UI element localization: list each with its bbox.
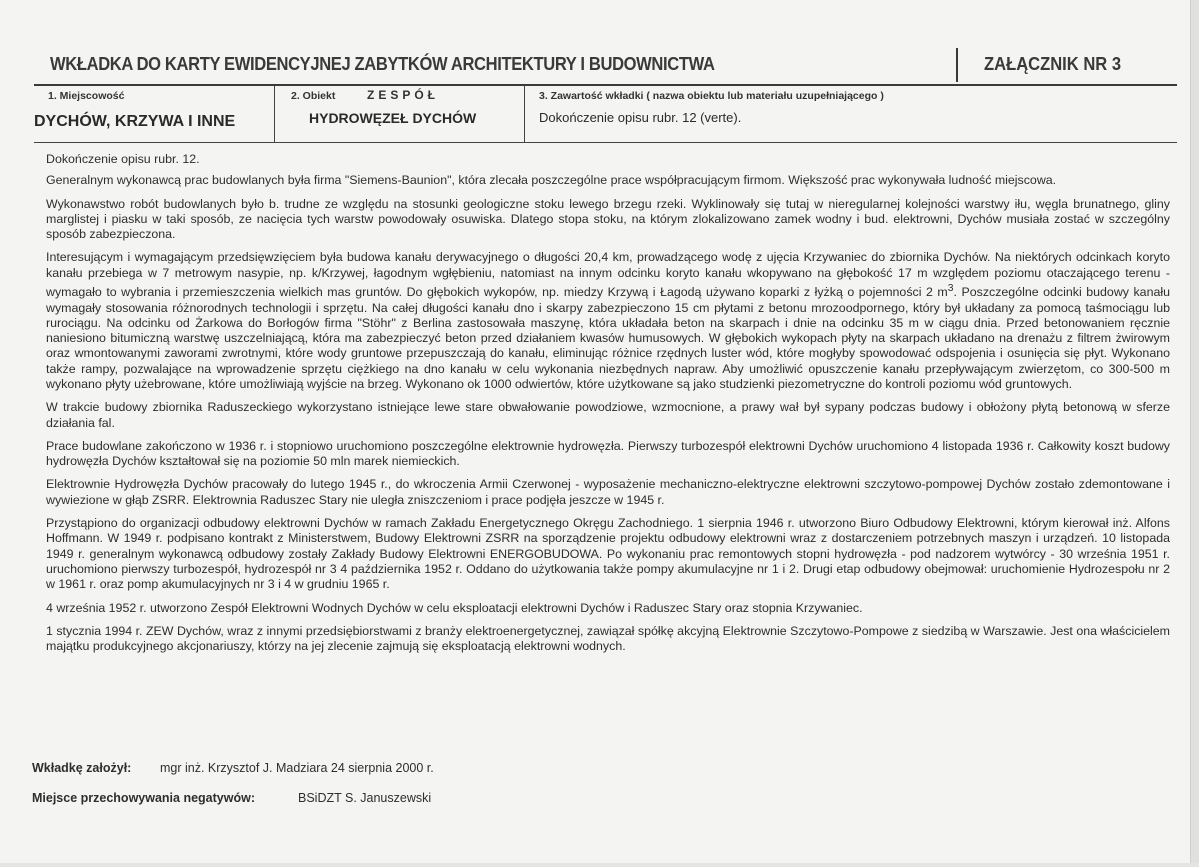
object-type: ZESPÓŁ	[367, 88, 440, 102]
created-value: mgr inż. Krzysztof J. Madziara 24 sierpnia 2000 r.	[160, 761, 434, 775]
location-label: 1. Miejscowość	[48, 90, 125, 102]
paragraph: Wykonawstwo robót budowlanych było b. trudne ze względu na stosunki geologiczne stoku lewego brzegu rzeki. Wyklinowały się tutaj w nieregularnej kolejności warstwy iłu, węgla brunatnego, gliny marglistej i piasku w taki sposób, ze nacięcia tych warstw powodowały osuwiska. Dlatego stopa stoku, na którym zlokalizowano zamek wodny i bud. elektrowni, Dychów musiała zostać w szczególny sposób zabezpieczona.	[46, 196, 1170, 242]
paragraph-text: . Poszczególne odcinki budowy kanału wymagały stosowania różnorodnych technologii i sprzętu. Na całej długości kanału dno i skarpy zabezpieczono 15 cm płytami z betonu mrozoodpornego, który był układany za pomocą taśmociągu lub rurociągu. Na odcinku od Żarkowa do Borłogów firma "Stöhr" z Berlina zastosowała maszynę, która układała beton na skarpach i dnie na odcinku 35 m w ciągu dnia. Przed betonowaniem ręcznie naniesiono bitumiczną warstwę uszczelniającą, która ma zabezpieczyć beton przed działaniem kwasów humusowych. W głębokich wykopach płyty na skarpach układano na drenażu z filtrem żwirowym oraz wmontowanymi zaworami zwrotnymi, które wody gruntowe przepuszczają do kanału, eliminując różnice rzędnych luster wód, które mogłyby spowodować odspojenia i osunięcia się płyt. Wykonano także rampy, pozwalające na wprowadzenie sprzętu ciężkiego na dno kanału w celu wykonania niezbędnych napraw. Aby umożliwić opuszczenie kanału przepływającym zwierzętom, co 300-500 m wykonano płyty użebrowane, które umożliwiają wyjście na brzeg. Wykonano ok 1000 odwiertów, które użytkowane są jako studzienki piezometryczne do kontroli poziomu wód gruntowych.	[46, 285, 1171, 391]
paragraph-text: Interesującym i wymagającym przedsięwzięciem była budowa kanału derywacyjnego o długości 20,4 km, prowadzącego wodę z ujęcia Krzywaniec do zbiornika Dychów. Na niektórych odcinkach koryto kanału przebiega w 7 metrowym nasypie, np. k/Krzywej, łagodnym wgłębieniu, natomiast na innym odcinku koryto kanału wkopywano na głębokość 17 m względem poziomu otaczającego terenu - wymagało to wybrania i przemieszczenia wielkich mas gruntów. Do głębokich wykopów, np. miedzy Krzywą i Łagodą używano koparki z łyżką o pojemności 2 m	[46, 250, 1170, 300]
paragraph: Generalnym wykonawcą prac budowlanych była firma "Siemens-Baunion", która zlecała poszczególne prace współpracującym firmom. Większość prac wykonywała ludność miejscowa.	[46, 173, 1057, 188]
object-value: HYDROWĘZEŁ DYCHÓW	[309, 110, 477, 126]
created-by-line	[32, 761, 434, 775]
storage-label: Miejsce przechowywania negatywów:	[32, 791, 255, 805]
object-label: 2. Obiekt	[291, 90, 336, 102]
body-heading: Dokończenie opisu rubr. 12.	[46, 152, 200, 166]
paragraph	[46, 250, 1170, 392]
content-cell	[524, 86, 1178, 142]
annex-number: ZAŁĄCZNIK NR 3	[984, 54, 1122, 74]
storage-line	[32, 791, 432, 805]
paragraph: Elektrownie Hydrowęzła Dychów pracowały do lutego 1945 r., do wkroczenia Armii Czerwonej - wyposażenie mechaniczno-elektryczne elektrowni szczytowo-pompowej Dychów zostało zdemontowane i wywiezione w głąb ZSRR. Elektrownia Raduszec Stary nie uległa zniszczeniom i prace podjęła jeszcze w 1945 r.	[46, 477, 1170, 507]
page-edge	[1190, 0, 1199, 867]
page-edge-bottom	[0, 863, 1199, 867]
paragraph: W trakcie budowy zbiornika Raduszeckiego wykorzystano istniejące lewe stare obwałowanie powodziowe, wzmocnione, a prawy wał był sypany podczas budowy i obłożony płytą betonową w sferze działania fal.	[46, 400, 1170, 430]
paragraph: Prace budowlane zakończono w 1936 r. i stopniowo uruchomiono poszczególne elektrownie hydrowęzła. Pierwszy turbozespół elektrowni Dychów uruchomiono 4 listopada 1936 r. Całkowity koszt budowy hydrowęzła Dychów kształtował się na poziomie 50 mln marek niemieckich.	[46, 438, 1170, 469]
card-title: WKŁADKA DO KARTY EWIDENCYJNEJ ZABYTKÓW ARCHITEKTURY I BUDOWNICTWA	[50, 54, 715, 74]
superscript: 3	[947, 283, 954, 295]
card-header	[34, 44, 1177, 86]
paragraph: 1 stycznia 1994 r. ZEW Dychów, wraz z innymi przedsiębiorstwami z branży elektroenergetycznej, zawiązał spółkę akcyjną Elektrownie Szczytowo-Pompowe z siedzibą w Warszawie. Jest ona właścicielem majątku produkcyjnego akcjonariuszy, którzy na jej zlecenie zajmują się eksploatacją elektrowni wodnych.	[46, 623, 1170, 654]
description-body	[46, 152, 1170, 662]
content-label: 3. Zawartość wkładki ( nazwa obiektu lub materiału uzupełniającego )	[539, 90, 884, 102]
paragraph: Przystąpiono do organizacji odbudowy elektrowni Dychów w ramach Zakładu Energetycznego Okręgu Zachodniego. 1 sierpnia 1946 r. utworzono Biuro Odbudowy Elektrowni, którym kierował inż. Alfons Hoffmann. W 1949 r. podpisano kontrakt z Ministerstwem, Budowy Elektrowni ZSRR na sporządzenie projektu odbudowy elektrowni wraz z dostarczeniem potrzebnych maszyn i urządzeń. 10 listopada 1949 r. generalnym wykonawcą odbudowy zostały Zakłady Budowy Elektrowni ENERGOBUDOWA. Po wykonaniu prac remontowych stopni hydrowęzła - pod nadzorem wytwórcy - 30 września 1951 r. uruchomiono pierwszy turbozespół, hydrozespół nr 3 4 października 1952 r. Oddano do użytkowania także pompy akumulacyjne nr 1 i 2. Drugi etap odbudowy obejmował: uruchomienie Hydrozespołu nr 2 w 1961 r. oraz pomp akumulacyjnych nr 3 i 4 w grudniu 1965 r.	[46, 516, 1170, 592]
location-cell	[34, 86, 274, 142]
location-value: DYCHÓW, KRZYWA I INNE	[34, 113, 236, 130]
fields-row	[34, 86, 1177, 143]
paragraph: 4 września 1952 r. utworzono Zespół Elektrowni Wodnych Dychów w celu eksploatacji elektrowni Dychów i Raduszec Stary oraz stopnia Krzywaniec.	[46, 600, 863, 615]
content-value: Dokończenie opisu rubr. 12 (verte).	[539, 110, 742, 125]
object-cell	[274, 86, 525, 142]
header-divider	[956, 48, 958, 82]
created-label: Wkładkę założył:	[32, 761, 132, 775]
storage-value: BSiDZT S. Januszewski	[298, 791, 432, 805]
